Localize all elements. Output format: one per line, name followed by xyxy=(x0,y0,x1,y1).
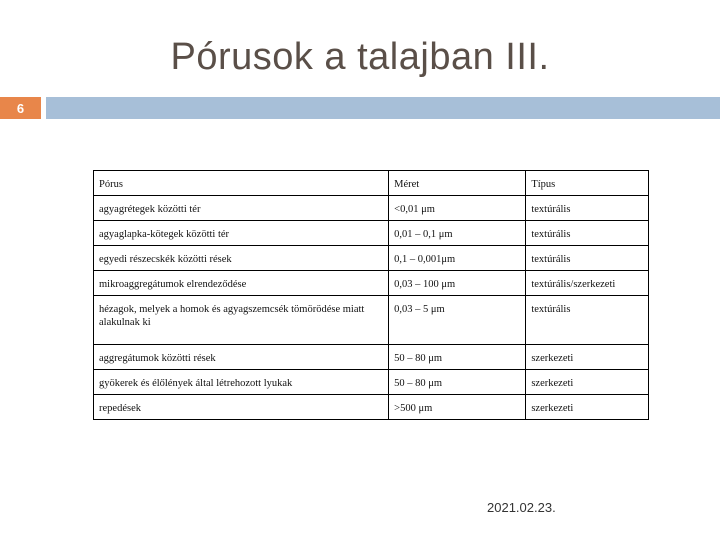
pore-cell: agyagrétegek közötti tér xyxy=(94,196,389,221)
slide-date: 2021.02.23. xyxy=(487,500,556,515)
header-cell-pore: Pórus xyxy=(94,171,389,196)
pore-cell: repedések xyxy=(94,395,389,420)
size-cell: 0,01 – 0,1 μm xyxy=(389,221,526,246)
table-row xyxy=(94,345,649,370)
slide-title: Pórusok a talajban III. xyxy=(170,36,550,78)
type-cell: textúrális xyxy=(526,296,649,345)
type-cell: textúrális/szerkezeti xyxy=(526,271,649,296)
size-cell: 0,1 – 0,001μm xyxy=(389,246,526,271)
table-row xyxy=(94,296,649,345)
type-cell: szerkezeti xyxy=(526,395,649,420)
size-cell: >500 μm xyxy=(389,395,526,420)
table-row xyxy=(94,271,649,296)
header-cell-type: Típus xyxy=(526,171,649,196)
pore-cell: mikroaggregátumok elrendeződése xyxy=(94,271,389,296)
type-cell: textúrális xyxy=(526,221,649,246)
header-bar xyxy=(46,97,720,119)
size-cell: 50 – 80 μm xyxy=(389,370,526,395)
table-row xyxy=(94,221,649,246)
pore-cell: hézagok, melyek a homok és agyagszemcsék tömörödése miatt alakulnak ki xyxy=(94,296,389,345)
pore-cell: agyaglapka-kötegek közötti tér xyxy=(94,221,389,246)
table-row xyxy=(94,196,649,221)
header-cell-size: Méret xyxy=(389,171,526,196)
pore-cell: aggregátumok közötti rések xyxy=(94,345,389,370)
size-cell: 0,03 – 100 μm xyxy=(389,271,526,296)
type-cell: textúrális xyxy=(526,196,649,221)
type-cell: textúrális xyxy=(526,246,649,271)
type-cell: szerkezeti xyxy=(526,345,649,370)
size-cell: 0,03 – 5 μm xyxy=(389,296,526,345)
type-cell: szerkezeti xyxy=(526,370,649,395)
pore-table xyxy=(93,170,649,420)
size-cell: 50 – 80 μm xyxy=(389,345,526,370)
table-row xyxy=(94,395,649,420)
slide-number: 6 xyxy=(0,97,41,119)
size-cell: <0,01 μm xyxy=(389,196,526,221)
table-header-row xyxy=(94,171,649,196)
table-row xyxy=(94,246,649,271)
pore-cell: egyedi részecskék közötti rések xyxy=(94,246,389,271)
pore-cell: gyökerek és élőlények által létrehozott lyukak xyxy=(94,370,389,395)
table-row xyxy=(94,370,649,395)
